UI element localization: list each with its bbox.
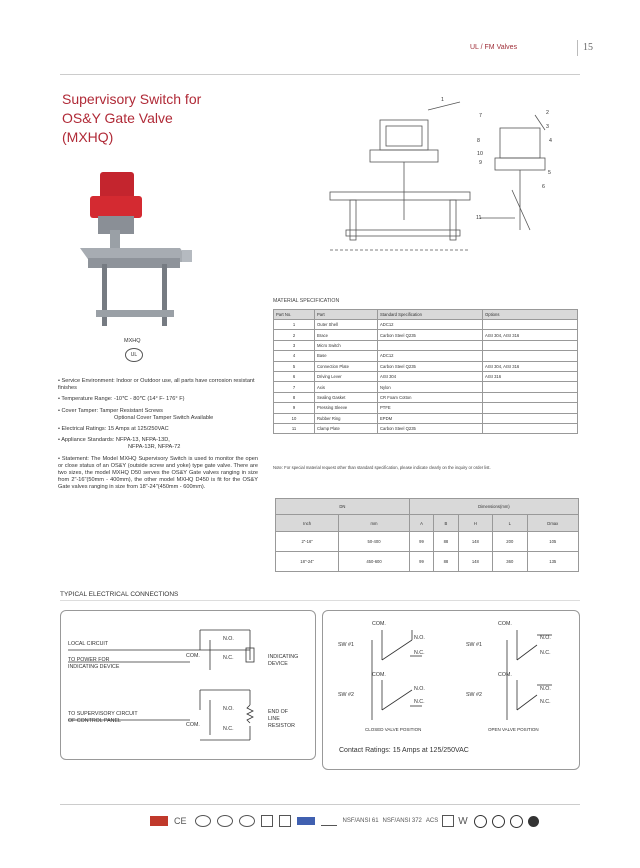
open-position-label: OPEN VALVE POSITION <box>488 727 539 732</box>
callout-11: 11 <box>476 215 482 221</box>
com-label-open-2: COM. <box>498 672 512 678</box>
nc-label-closed-1: N.C. <box>414 650 425 656</box>
mat-header-standard: Standard Specification <box>378 310 483 320</box>
com-label-closed-2: COM. <box>372 672 386 678</box>
nc-label-closed-2: N.C. <box>414 699 425 705</box>
table-row: 1 Outer Shell ADC12 <box>274 320 578 330</box>
table-row: 18"-24" 450-600 99 88 148 360 135 <box>276 552 579 572</box>
flag-icon <box>150 816 168 826</box>
dim-group-dimensions: Dimensions(mm) <box>409 499 578 515</box>
dimension-table <box>275 498 579 572</box>
dim-group-dn: DN <box>276 499 410 515</box>
cert-icon-3 <box>239 815 255 827</box>
table-row: 4 Base ADC12 <box>274 351 578 361</box>
header-divider <box>577 40 578 56</box>
table-row: 6 Driving Lever AISI 304 AISI 316 <box>274 371 578 381</box>
no-label-closed-1: N.O. <box>414 635 425 641</box>
callout-3: 3 <box>546 124 549 130</box>
cert-icon-7 <box>321 817 337 826</box>
bullet-statement: • Statement: The Model MXHQ Supervisory Switch is used to monitor the open or close status of an OS&Y (outside screw and yoke) type gate valve. There are two sizes, the model MXHQ D50 serves the OS&Y Gate valves ranging in size from 2"-16"(50mm - 400mm), the other model MXHQ D450 is fit for the OS&Y Gate valves ranging in size from 18"-24"(450mm - 600mm). <box>58 455 258 491</box>
to-power-label-1: TO POWER FOR <box>68 657 110 663</box>
table-row: 2 Brace Carbon Steel Q235 AISI 304, AISI 316 <box>274 330 578 340</box>
no-label-closed-2: N.O. <box>414 686 425 692</box>
title-line-2: OS&Y Gate Valve <box>62 110 173 126</box>
table-row: 7 Axis Nylon <box>274 382 578 392</box>
table-row: 3 Micro Switch <box>274 340 578 350</box>
sw2-label-open: SW #2 <box>466 692 482 698</box>
technical-drawing <box>320 100 570 260</box>
end-of-label: END OF <box>268 709 289 715</box>
callout-5: 5 <box>548 170 551 176</box>
nc-label-open-2: N.C. <box>540 699 551 705</box>
material-heading: MATERIAL SPECIFICATION <box>273 298 340 304</box>
callout-7: 7 <box>479 113 482 119</box>
table-row: 11 Clamp Plate Carbon Steel Q235 <box>274 423 578 433</box>
table-row: 8 Sealing Gasket CR Foam Cotton <box>274 392 578 402</box>
bullet-environment: • Service Environment: Indoor or Outdoor use, all parts have corrosion resistant finishes <box>58 378 255 392</box>
no-label-open-2: N.O. <box>540 686 551 692</box>
to-power-label-2: INDICATING DEVICE <box>68 664 120 670</box>
bottom-rule <box>60 804 580 805</box>
callout-9: 9 <box>479 160 482 166</box>
feature-list <box>58 378 258 496</box>
mat-header-part-no: Part No. <box>274 310 315 320</box>
title-line-1: Supervisory Switch for <box>62 91 202 107</box>
cert-icon-9 <box>474 815 487 828</box>
table-row: 10 Rubber Ring EPDM <box>274 413 578 423</box>
material-note: Note: For special material request other than standard specification, please indicate clearly on the inquiry or order list. <box>273 465 491 470</box>
contact-ratings: Contact Ratings: 15 Amps at 125/250VAC <box>339 747 469 754</box>
bullet-temperature: • Temperature Range: -10℃ - 80℃ (14° F- 176° F) <box>58 396 185 403</box>
dim-header-a: A <box>409 515 433 532</box>
material-table <box>273 309 578 434</box>
cert-icon-12 <box>528 816 539 827</box>
dim-header-inch: Inch <box>276 515 339 532</box>
mat-header-part: Part <box>315 310 378 320</box>
acs-label: ACS <box>425 818 439 824</box>
cert-icon-5 <box>279 815 291 827</box>
cert-icon-1 <box>195 815 211 827</box>
table-row: 2"-16" 50-400 99 88 148 200 105 <box>276 532 579 552</box>
table-row: 5 Connection Plate Carbon Steel Q235 AISI 304, AISI 316 <box>274 361 578 371</box>
cert-icon-4 <box>261 815 273 827</box>
no-label-2: N.O. <box>223 706 234 712</box>
dim-header-b: B <box>434 515 458 532</box>
nc-label-1: N.C. <box>223 655 234 661</box>
closed-position-label: CLOSED VALVE POSITION <box>365 727 422 732</box>
dim-header-l: L <box>493 515 527 532</box>
wiring-diagram-left <box>60 610 314 758</box>
cert-icon-11 <box>510 815 523 828</box>
ce-mark: CE <box>174 816 187 826</box>
nc-label-2: N.C. <box>223 726 234 732</box>
callout-8: 8 <box>477 138 480 144</box>
no-label-1: N.O. <box>223 636 234 642</box>
ul-listed-mark: UL <box>125 348 143 362</box>
sw2-label-closed: SW #2 <box>338 692 354 698</box>
cert-icon-10 <box>492 815 505 828</box>
mat-header-options: Options <box>483 310 578 320</box>
com-label-closed-1: COM. <box>372 621 386 627</box>
wras-mark: W <box>458 815 468 827</box>
bullet-cover-tamper: • Cover Tamper: Tamper Resistant Screws Optional Cover Tamper Switch Available <box>58 407 214 421</box>
cert-strip <box>150 814 539 828</box>
indicating-label-1: INDICATING <box>268 654 299 660</box>
resistor-label: RESISTOR <box>268 723 295 729</box>
cert-icon-8 <box>442 815 454 827</box>
dim-header-mm: mm <box>339 515 410 532</box>
title-line-3: (MXHQ) <box>62 129 114 145</box>
no-label-open-1: N.O. <box>540 635 551 641</box>
bullet-electrical: • Electrical Ratings: 15 Amps at 125/250VAC <box>58 426 169 433</box>
callout-1: 1 <box>441 97 444 103</box>
bullet-standards: • Appliance Standards: NFPA-13, NFPA-13D, NFPA-13R, NFPA-72 <box>58 437 181 451</box>
line-label: LINE <box>268 716 280 722</box>
table-row: 9 Pressing Sleeve PTFE <box>274 403 578 413</box>
to-supervisory-label-2: OF CONTROL PANEL <box>68 718 121 724</box>
nsf-61-label: NSF/ANSI 61 <box>342 818 379 824</box>
callout-10: 10 <box>477 151 483 157</box>
com-label-open-1: COM. <box>498 621 512 627</box>
product-caption: MXHQ <box>124 338 141 344</box>
nc-label-open-1: N.C. <box>540 650 551 656</box>
electrical-rule <box>60 600 580 601</box>
callout-2: 2 <box>546 110 549 116</box>
product-photo <box>70 160 210 335</box>
to-supervisory-label-1: TO SUPERVISORY CIRCUIT <box>68 711 138 717</box>
sw1-label-closed: SW #1 <box>338 642 354 648</box>
top-rule <box>60 74 580 75</box>
com-label-1: COM. <box>186 653 200 659</box>
page-header <box>470 44 600 51</box>
callout-4: 4 <box>549 138 552 144</box>
dim-header-dmax: Dmax <box>527 515 578 532</box>
indicating-label-2: DEVICE <box>268 661 288 667</box>
sw1-label-open: SW #1 <box>466 642 482 648</box>
com-label-2: COM. <box>186 722 200 728</box>
cert-icon-2 <box>217 815 233 827</box>
local-circuit-label: LOCAL CIRCUIT <box>68 641 109 647</box>
page-number: 15 <box>583 42 593 53</box>
electrical-heading: TYPICAL ELECTRICAL CONNECTIONS <box>60 591 179 598</box>
page-title <box>62 90 201 147</box>
callout-6: 6 <box>542 184 545 190</box>
cert-icon-6 <box>297 817 315 825</box>
dim-header-h: H <box>458 515 492 532</box>
nsf-372-label: NSF/ANSI 372 <box>382 818 422 824</box>
section-label: UL / FM Valves <box>470 44 518 51</box>
